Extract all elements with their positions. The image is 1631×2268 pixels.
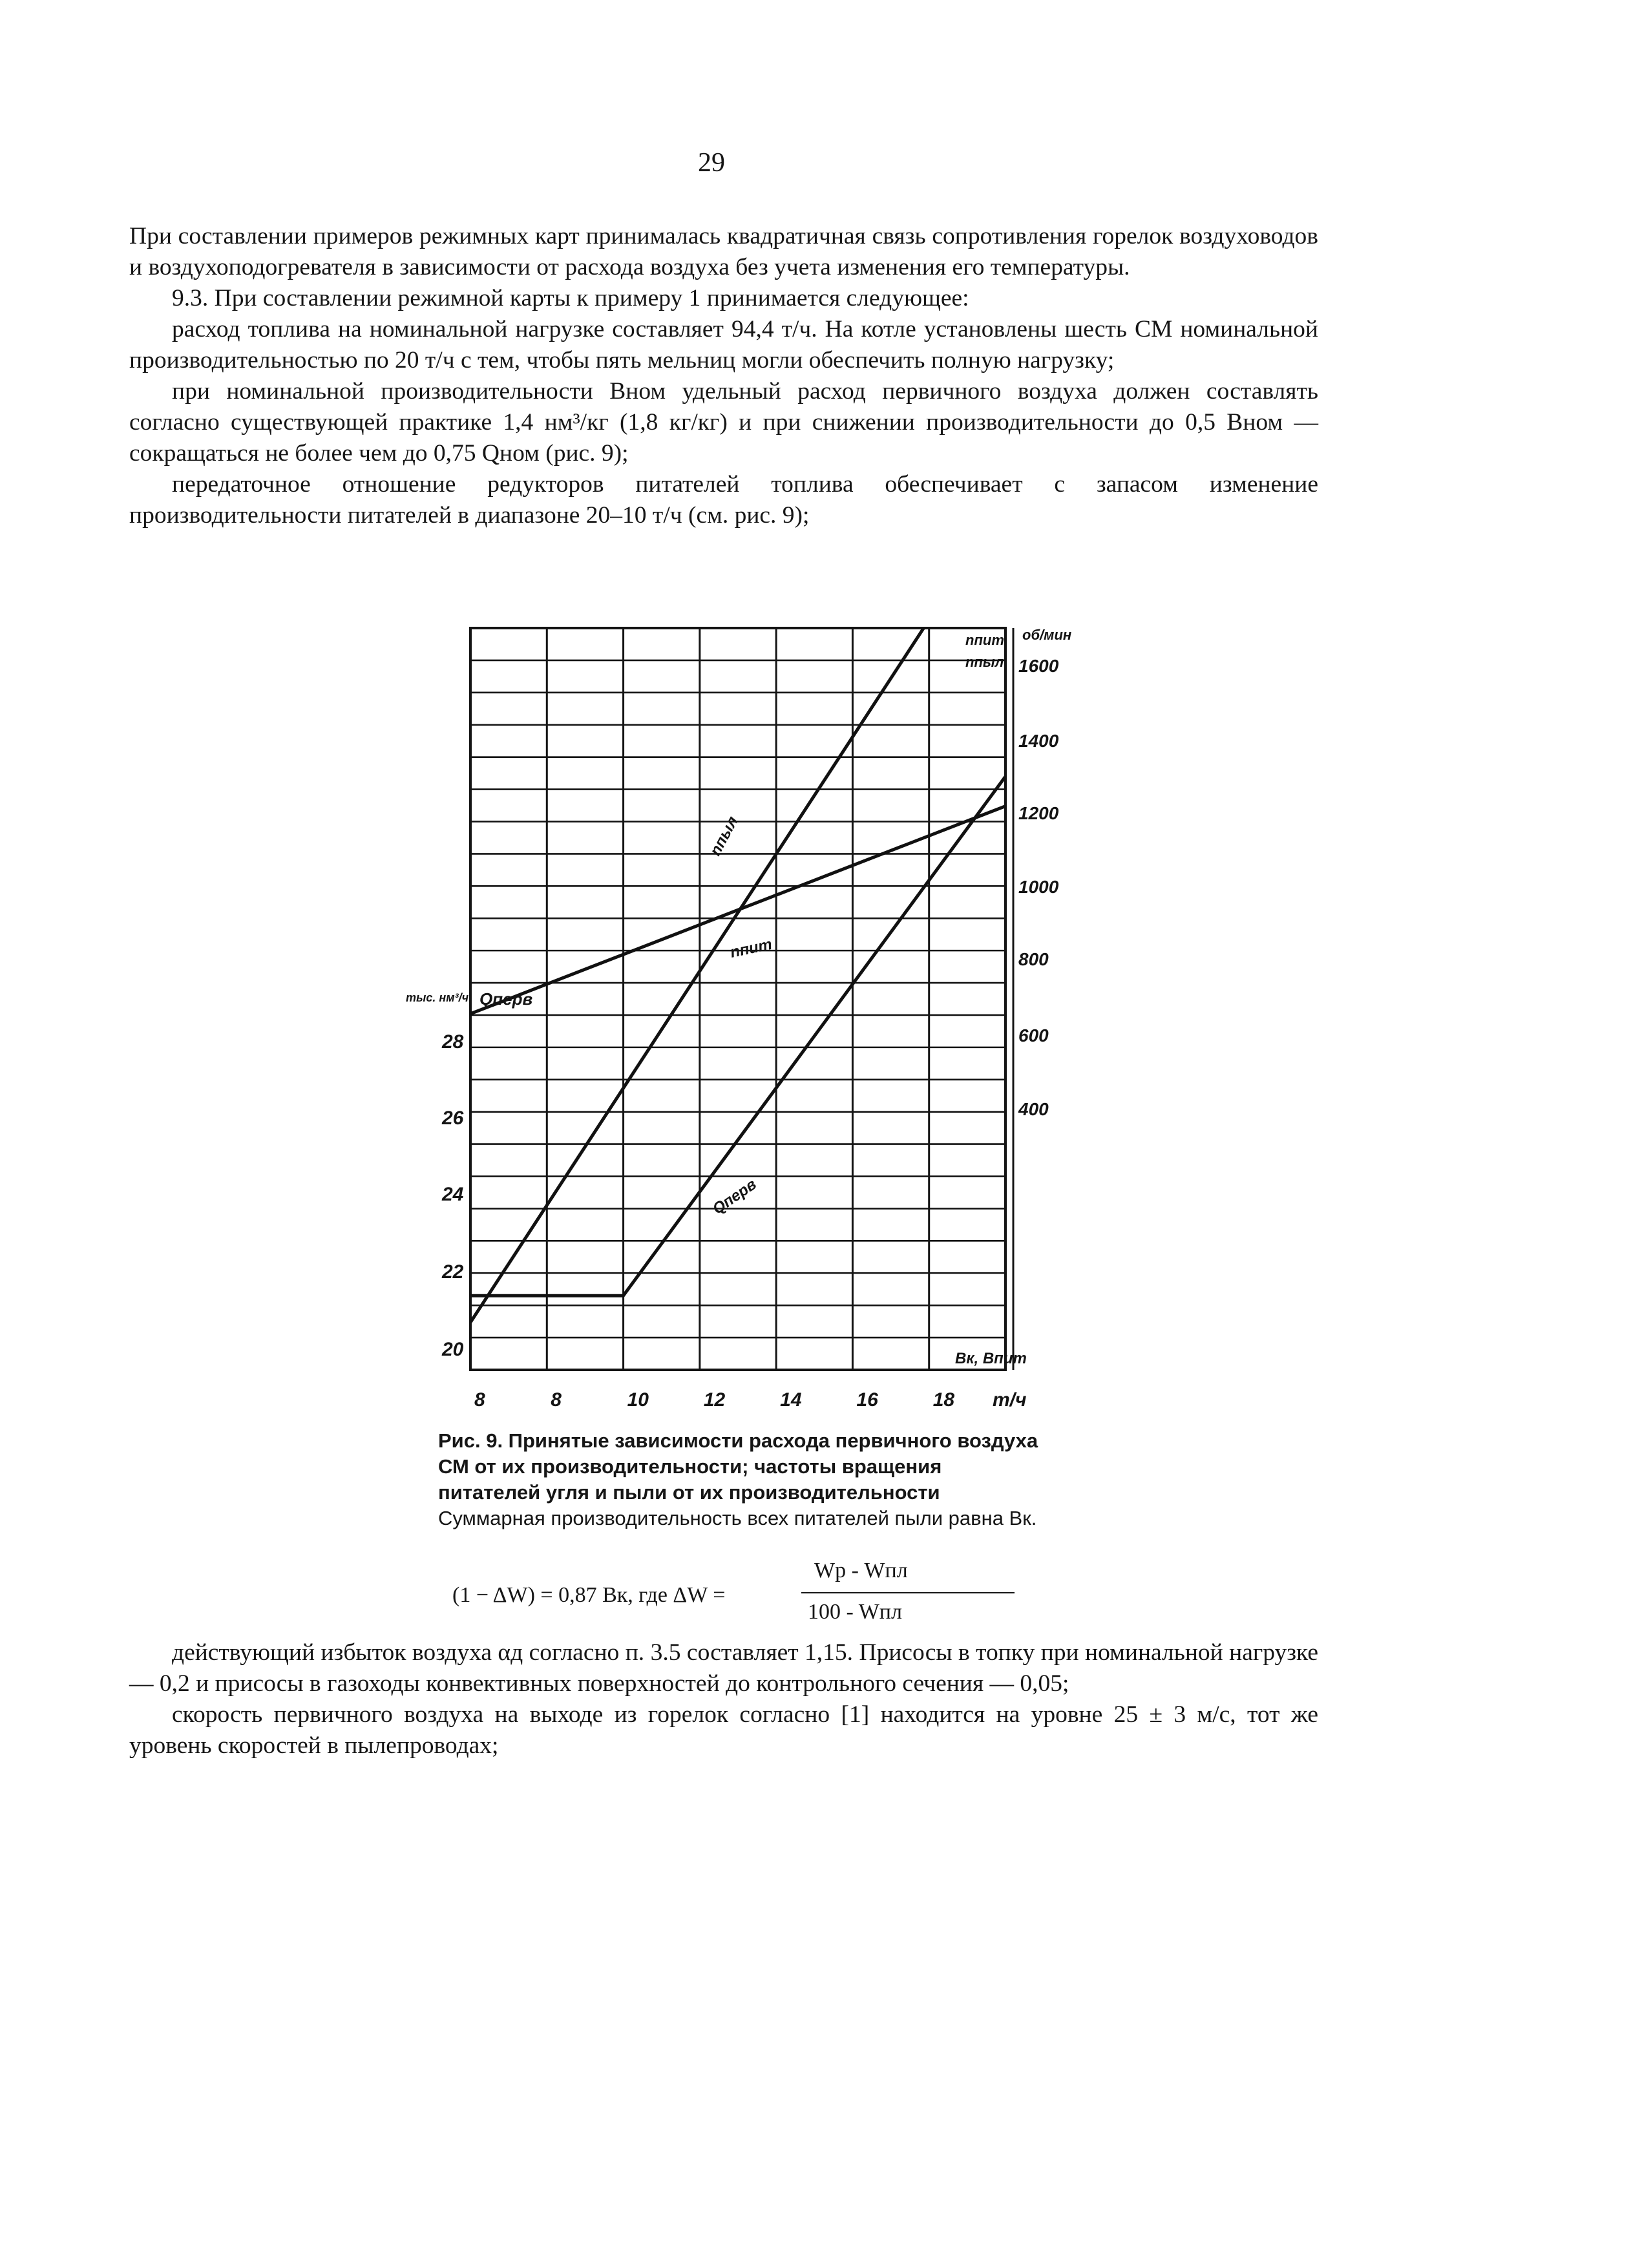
paragraph: действующий избыток воздуха αд согласно п. 3.5 составляет 1,15. Присосы в топку при номинальной нагрузке — 0,2 и присосы в газоходы конвективных поверхностей до контрольного сечения — 0,05; [129, 1639, 1318, 1697]
right-tick-label: 800 [1018, 949, 1049, 969]
right-tick-label: 1200 [1018, 803, 1059, 823]
left-tick-label: 26 [442, 1108, 464, 1129]
formula [452, 1559, 1034, 1630]
left-tick-label: 28 [442, 1031, 464, 1053]
left-axis-label: тыс. нм³/ч [406, 991, 469, 1004]
left-tick-label: 24 [442, 1184, 464, 1205]
formula-numerator: Wр - Wпл [814, 1559, 908, 1582]
x-tick-label: т/ч [993, 1389, 1027, 1411]
x-tick-label: 8 [474, 1389, 485, 1411]
formula-denominator: 100 - Wпл [808, 1600, 902, 1624]
page-number: 29 [698, 148, 725, 178]
figure-caption [438, 1428, 1046, 1531]
bottom-right-label: Bк, Bпит [955, 1350, 1027, 1367]
x-tick-label: 10 [627, 1389, 649, 1411]
paragraph: передаточное отношение редукторов питателей топлива обеспечивает с запасом изменение производительности питателей в диапазоне 20–10 т/ч (см. рис. 9); [129, 471, 1318, 529]
top-right-label: nпит. [965, 632, 1008, 648]
right-tick-label: 400 [1018, 1099, 1049, 1119]
fraction-bar [801, 1592, 1015, 1593]
left-tick-label: 22 [442, 1261, 464, 1283]
paragraph: при номинальной производительности Bном удельный расход первичного воздуха должен составлять согласно существующей практике 1,4 нм³/кг (1,8 кг/кг) и при снижении производительности до 0,5 Bном — сокращаться не более чем до 0,75 Qном (рис. 9); [129, 378, 1318, 467]
text-block-bottom [129, 1637, 1318, 1761]
paragraph: При составлении примеров режимных карт принималась квадратичная связь сопротивления горелок воздуховодов и воздухоподогревателя в зависимости от расхода воздуха без учета изменения его температуры. [129, 223, 1318, 280]
right-tick-label: 1400 [1018, 731, 1059, 751]
x-tick-label: 16 [856, 1389, 878, 1411]
paragraph: скорость первичного воздуха на выходе из горелок согласно [1] находится на уровне 25 ± 3 м/с, тот же уровень скоростей в пылепроводах; [129, 1701, 1318, 1759]
formula-left: (1 − ΔW) = 0,87 Bк, где ΔW = [452, 1583, 726, 1607]
caption-note: Суммарная производительность всех питателей пыли равна Bк. [438, 1507, 1037, 1529]
x-tick-label: 8 [551, 1389, 562, 1411]
left-axis-marker: Qперв [479, 989, 533, 1009]
top-right-label: nпыл. [965, 654, 1008, 670]
right-tick-label: 600 [1018, 1025, 1049, 1045]
left-tick-label: 20 [442, 1339, 464, 1360]
right-tick-label: 1600 [1018, 656, 1059, 676]
series-label: nпыл [706, 813, 742, 859]
x-tick-label: 12 [703, 1389, 726, 1411]
x-tick-label: 18 [932, 1389, 955, 1411]
plot-frame [470, 628, 1008, 1370]
paragraph: 9.3. При составлении режимной карты к примеру 1 принимается следующее: [172, 285, 969, 311]
series-label: Qперв [709, 1175, 760, 1218]
right-tick-label: 1000 [1018, 877, 1059, 897]
paragraph: расход топлива на номинальной нагрузке составляет 94,4 т/ч. На котле установлены шесть СМ номинальной производительностью по 20 т/ч с тем, чтобы пять мельниц могли обеспечить полную нагрузку; [129, 316, 1318, 373]
right-axis-label: об/мин [1022, 627, 1072, 643]
caption-title: Рис. 9. Принятые зависимости расхода первичного воздуха СМ от их производительности; частоты вращения питателей угля и пыли от их производительности [438, 1429, 1038, 1504]
x-tick-label: 14 [780, 1389, 802, 1411]
series-label: nпит [728, 935, 774, 961]
